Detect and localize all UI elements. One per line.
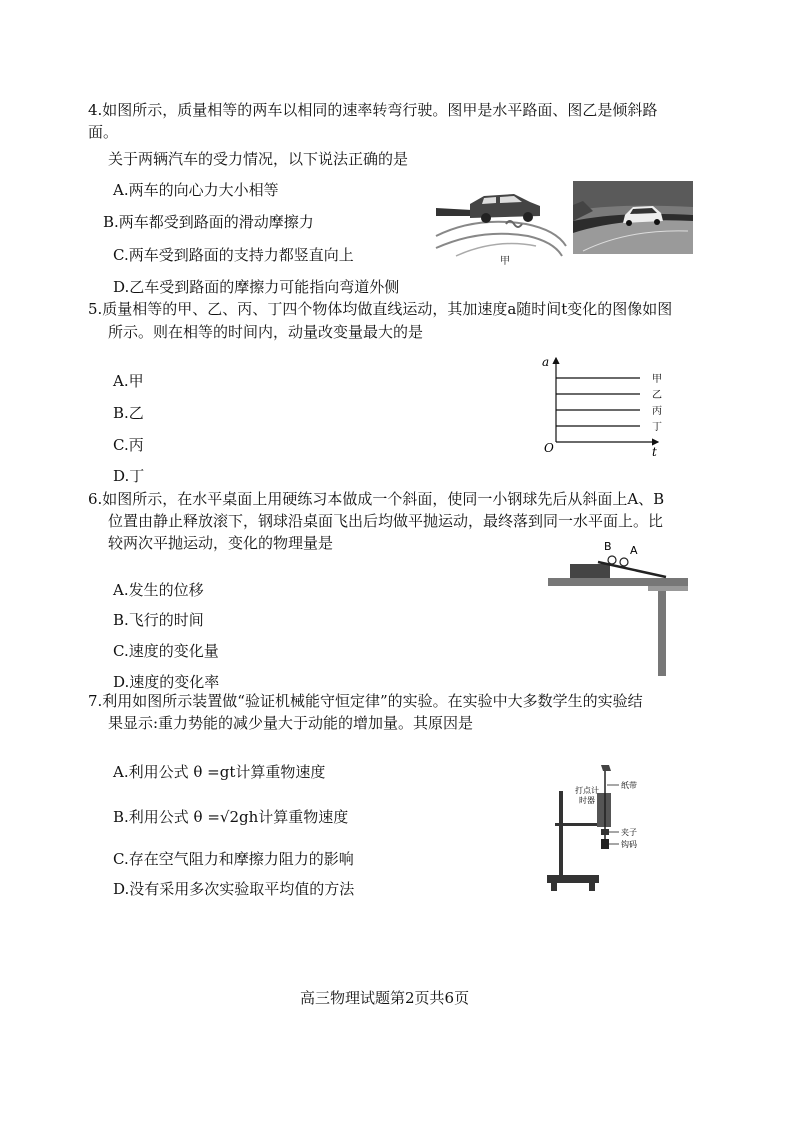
q4-option-d[interactable]: D.乙车受到路面的摩擦力可能指向弯道外侧 bbox=[113, 278, 400, 296]
clip-label: 夹子 bbox=[621, 828, 637, 837]
q5-option-a[interactable]: A.甲 bbox=[113, 372, 144, 390]
q4-option-c[interactable]: C.两车受到路面的支持力都竖直向上 bbox=[113, 246, 354, 264]
q6-option-d[interactable]: D.速度的变化率 bbox=[113, 673, 220, 691]
series-label-1: 甲 bbox=[652, 374, 662, 385]
series-label-2: 乙 bbox=[652, 390, 662, 401]
q7-option-c[interactable]: C.存在空气阻力和摩擦力阻力的影响 bbox=[113, 850, 354, 868]
q5-stem-line2: 所示。则在相等的时间内，动量改变量最大的是 bbox=[108, 323, 424, 341]
q4-prompt: 关于两辆汽车的受力情况，以下说法正确的是 bbox=[108, 150, 409, 168]
q6-option-b[interactable]: B.飞行的时间 bbox=[113, 611, 204, 629]
q5-option-c[interactable]: C.丙 bbox=[113, 436, 144, 454]
table-top bbox=[548, 578, 688, 586]
origin-label: O bbox=[544, 441, 554, 455]
q6-stem-line3: 较两次平抛运动，变化的物理量是 bbox=[108, 534, 334, 552]
stand-rod bbox=[559, 791, 563, 875]
table-leg bbox=[658, 586, 666, 676]
series-label-3: 丙 bbox=[652, 406, 662, 417]
timer-label-top: 打点计 bbox=[575, 786, 599, 795]
table-apron bbox=[648, 586, 688, 591]
q4-figure-banked-road-photo bbox=[573, 181, 693, 254]
timer bbox=[597, 793, 611, 827]
q7-option-b[interactable]: B.利用公式 θ =√2gh计算重物速度 bbox=[113, 808, 349, 826]
page-footer: 高三物理试题第2页共6页 bbox=[300, 989, 470, 1007]
q7-stem-line2: 果显示:重力势能的减少量大于动能的增加量。其原因是 bbox=[108, 714, 474, 732]
q6-stem-line1: 6.如图所示，在水平桌面上用硬练习本做成一个斜面，使同一小钢球先后从斜面上A、B bbox=[88, 490, 665, 508]
q4-stem-line2: 面。 bbox=[88, 123, 119, 141]
q5-option-b[interactable]: B.乙 bbox=[113, 404, 144, 422]
q4-stem-line1: 4.如图所示，质量相等的两车以相同的速率转弯行驶。图甲是水平路面、图乙是倾斜路 bbox=[88, 101, 658, 119]
clip bbox=[601, 829, 609, 835]
q4-option-a[interactable]: A.两车的向心力大小相等 bbox=[113, 181, 279, 199]
tape-label: 纸带 bbox=[621, 781, 637, 790]
label-b: B bbox=[604, 540, 612, 553]
q4-figure-flat-road bbox=[436, 186, 566, 258]
ball-b bbox=[608, 556, 616, 564]
q7-stem-line1: 7.利用如图所示装置做“验证机械能守恒定律”的实验。在实验中大多数学生的实验结 bbox=[88, 692, 643, 710]
q4-option-b[interactable]: B.两车都受到路面的滑动摩擦力 bbox=[103, 213, 314, 231]
q6-option-c[interactable]: C.速度的变化量 bbox=[113, 642, 219, 660]
q4-figure-caption: 甲 bbox=[500, 256, 510, 267]
q5-acceleration-time-chart bbox=[540, 352, 670, 459]
y-axis-label: a bbox=[542, 355, 550, 369]
q7-option-d[interactable]: D.没有采用多次实验取平均值的方法 bbox=[113, 880, 355, 898]
q5-stem-line1: 5.质量相等的甲、乙、丙、丁四个物体均做直线运动，其加速度a随时间t变化的图像如图 bbox=[88, 300, 673, 318]
stand-base bbox=[547, 875, 599, 883]
timer-label-bottom: 时器 bbox=[579, 796, 595, 805]
q5-option-d[interactable]: D.丁 bbox=[113, 467, 145, 485]
q6-option-a[interactable]: A.发生的位移 bbox=[113, 581, 204, 599]
weight-label: 钩码 bbox=[621, 840, 637, 849]
q7-apparatus-figure bbox=[545, 763, 655, 893]
q7-option-a[interactable]: A.利用公式 θ =gt计算重物速度 bbox=[113, 763, 326, 781]
ball-a bbox=[620, 558, 628, 566]
x-axis-label: t bbox=[652, 445, 657, 459]
q6-table-incline-figure bbox=[548, 540, 688, 676]
series-label-4: 丁 bbox=[652, 422, 662, 433]
weight bbox=[601, 839, 609, 849]
notebook bbox=[570, 564, 610, 578]
label-a: A bbox=[630, 544, 638, 557]
q6-stem-line2: 位置由静止释放滚下，钢球沿桌面飞出后均做平抛运动，最终落到同一水平面上。比 bbox=[108, 512, 664, 530]
